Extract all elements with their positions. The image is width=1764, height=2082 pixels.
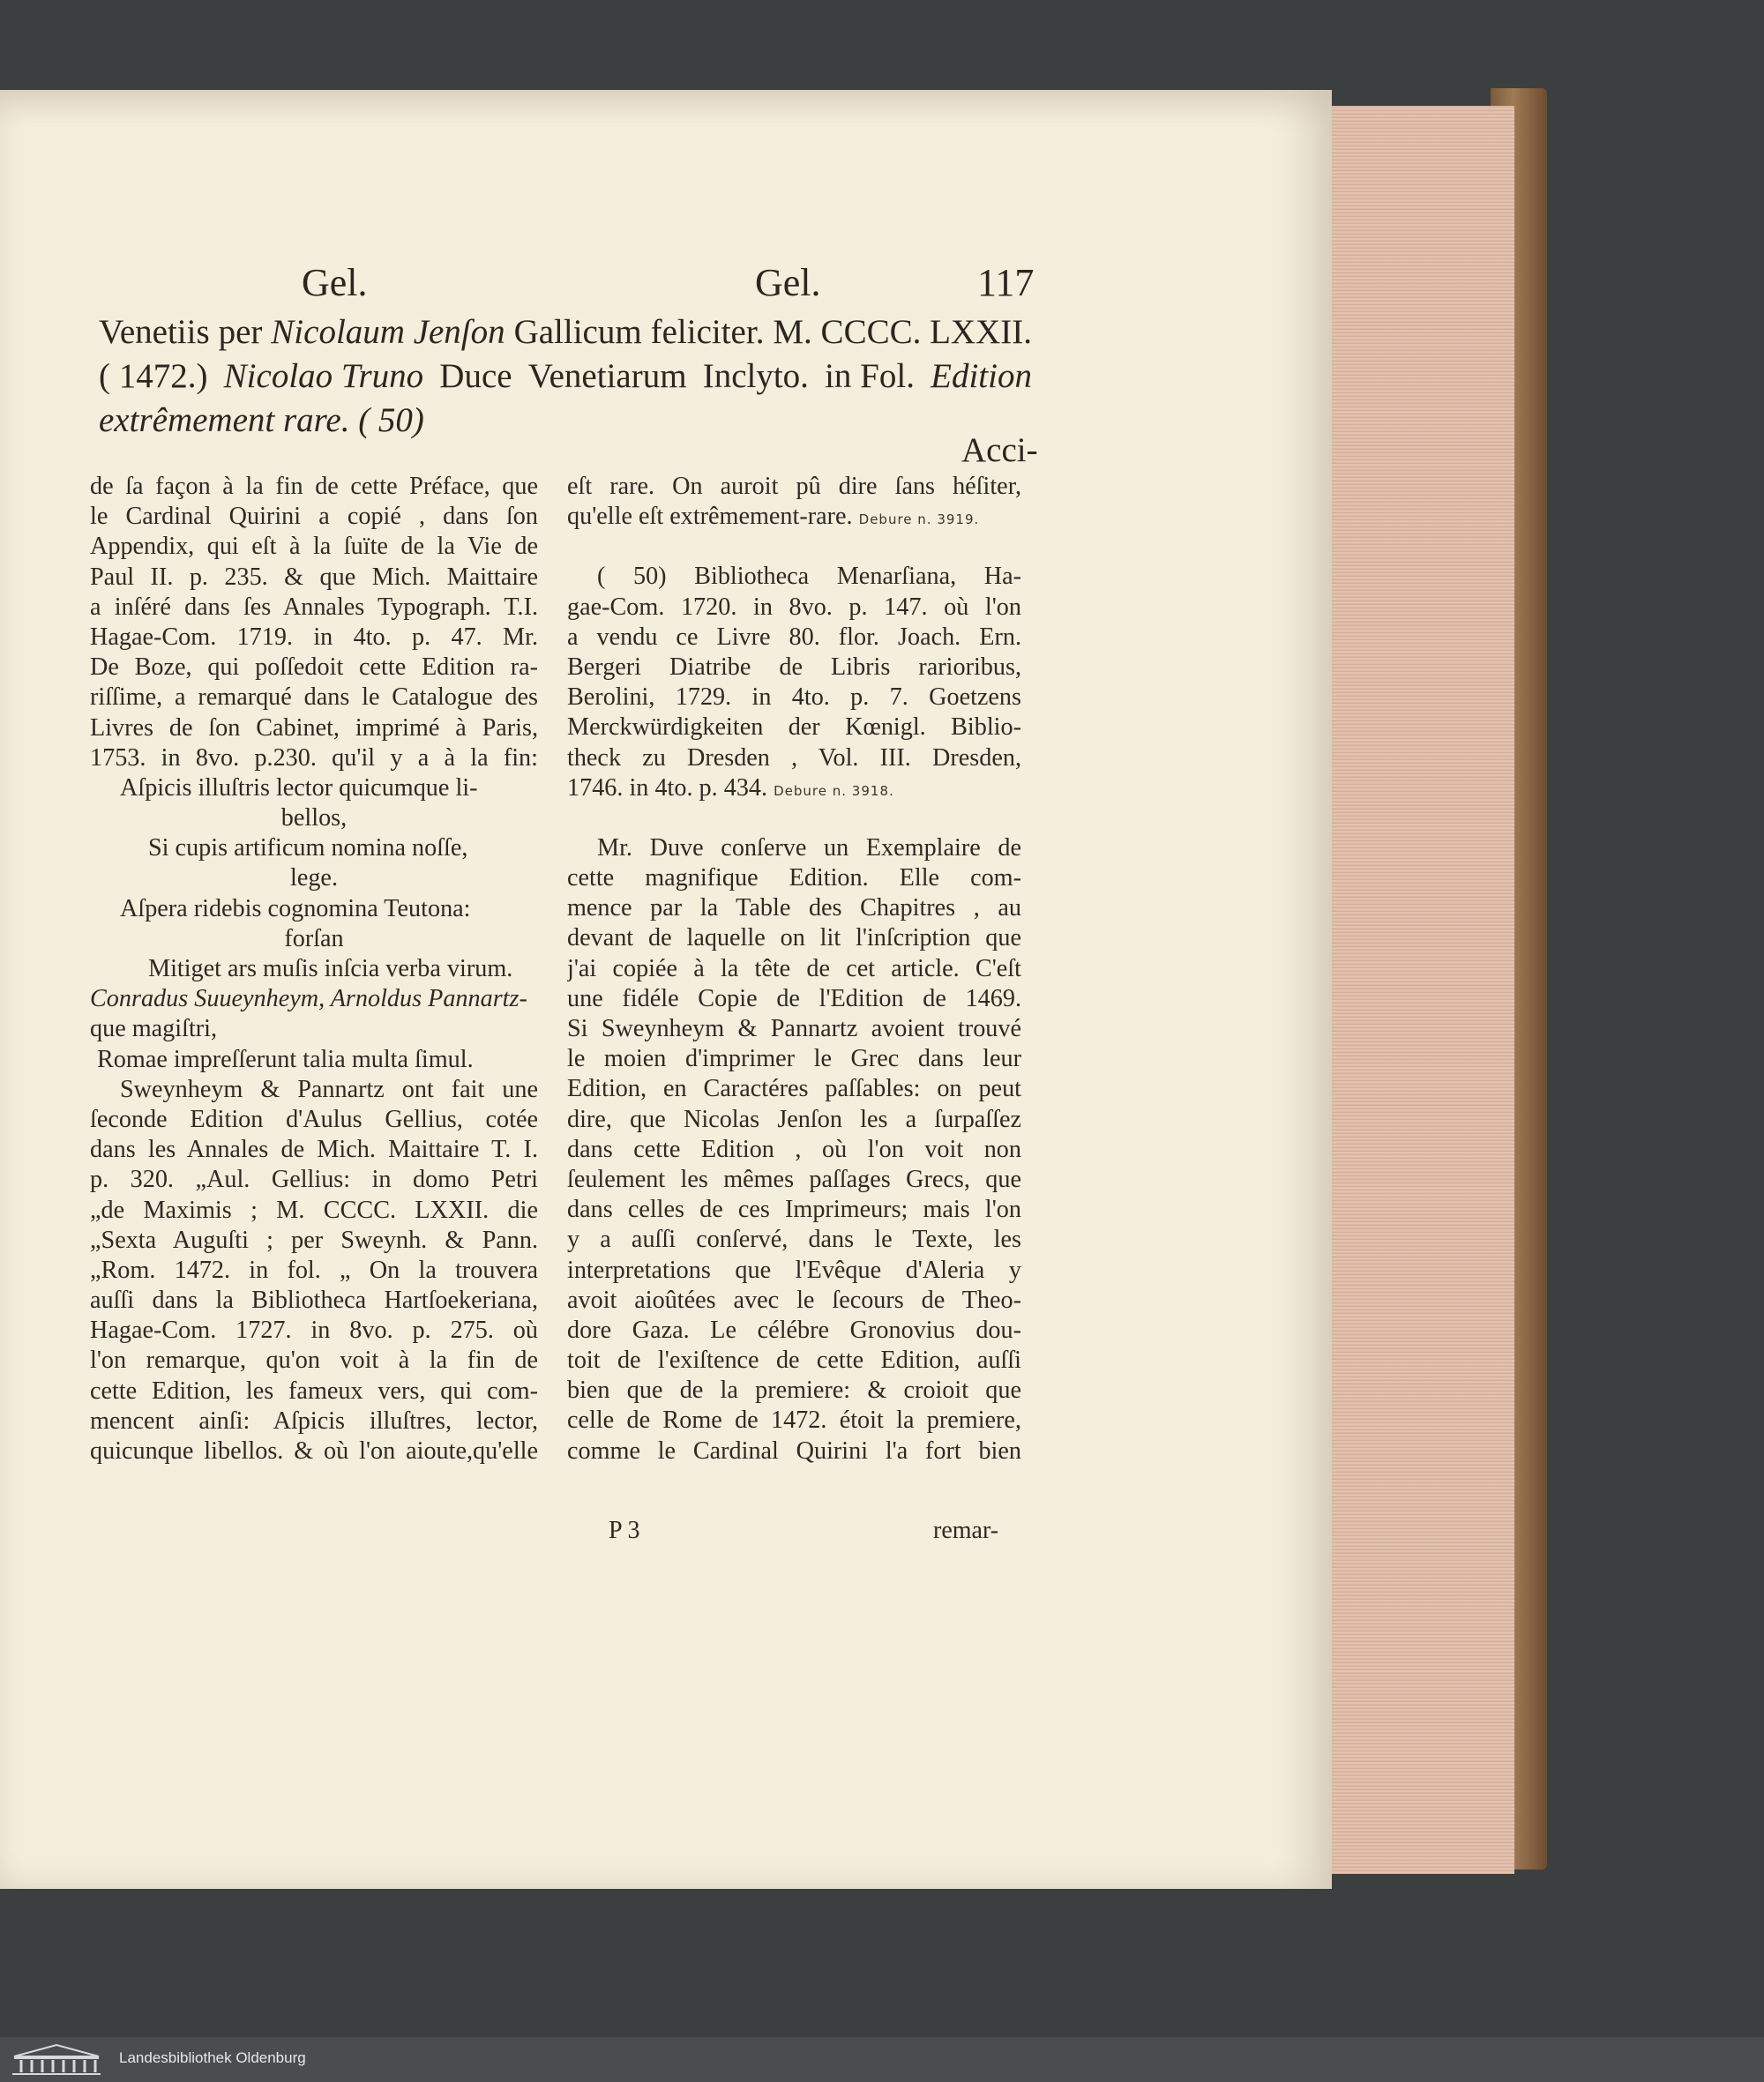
title-word: feliciter. — [650, 313, 765, 351]
verse-line: Mitiget ars muſis inſcia verba virum. — [148, 955, 513, 982]
text-line: dire, que Nicolas Jenſon les a ſurpaſſez — [567, 1105, 1021, 1133]
text-line: ſeconde Edition d'Aulus Gellius, cotée — [90, 1105, 538, 1133]
verse-line: lege. — [290, 864, 338, 892]
page-edges — [1323, 106, 1514, 1874]
text-line: gae-Com. 1720. in 8vo. p. 147. où l'on — [567, 593, 1021, 621]
verse-line: Romae impreſſerunt talia multa ſimul. — [97, 1045, 474, 1073]
verse-line: que magiſtri, — [90, 1015, 218, 1043]
text-line: eſt rare. On auroit pû dire ſans héſiter, — [567, 473, 1021, 500]
text-line: a inſéré dans ſes Annales Typograph. T.I. — [90, 593, 538, 621]
text-line: Livres de ſon Cabinet, imprimé à Paris, — [90, 713, 538, 742]
handwritten-note: Debure n. 3918. — [774, 782, 894, 799]
text-line: Mr. Duve conſerve un Exemplaire de — [597, 833, 1021, 862]
text-line: Berolini, 1729. in 4to. p. 7. Goetzens — [567, 683, 1021, 712]
title-word: M. CCCC. LXXII. — [773, 313, 1032, 351]
verse-line: forſan — [284, 924, 344, 952]
verse-line: Si cupis artificum nomina noſſe, — [148, 834, 468, 862]
text-line: comme le Cardinal Quirini l'a fort bien — [567, 1437, 1021, 1465]
text-line: „Sexta Auguſti ; per Sweynh. & Pann. — [90, 1226, 538, 1254]
text-line: ſeulement les mêmes paſſages Grecs, que — [567, 1165, 1021, 1193]
text-line: dans celles de ces Imprimeurs; mais l'on — [567, 1196, 1021, 1224]
title-word: Gallicum — [513, 313, 642, 351]
title-word: Nicolaum Jenſon — [271, 313, 505, 351]
text-line: Hagae-Com. 1727. in 8vo. p. 275. où — [90, 1317, 538, 1345]
title-line-3: extrêmement rare. ( 50) — [99, 401, 424, 439]
text-line: a vendu ce Livre 80. flor. Joach. Ern. — [567, 623, 1021, 651]
verse-line: Aſpera ridebis cognomina Teutona: — [120, 894, 471, 922]
title-word: Inclyto. — [702, 357, 809, 395]
text-line: mencent ainſi: Aſpicis illuſtres, lector, — [90, 1407, 538, 1435]
text-line: toit de l'exiſtence de cette Edition, auſſi — [567, 1347, 1021, 1375]
text-line: avoit aioûtées avec le ſecours de Theo- — [567, 1286, 1021, 1314]
title-word: Duce — [439, 357, 512, 395]
text-line: De Boze, qui poſſedoit cette Edition ra- — [90, 653, 538, 682]
text-line: theck zu Dresden , Vol. III. Dresden, — [567, 743, 1021, 772]
verse-line: Conradus Suueynheym, Arnoldus Pannartz- — [90, 985, 527, 1013]
text-line: de ſa façon à la fin de cette Préface, que — [90, 473, 538, 500]
text-line: quicunque libellos. & où l'on aioute,qu'elle — [90, 1437, 538, 1465]
text-fragment: 1746. in 4to. p. 434. — [567, 773, 768, 802]
text-line: l'on remarque, qu'on voit à la fin de — [90, 1347, 538, 1375]
title-word: per — [218, 313, 263, 351]
page-number: 117 — [977, 261, 1035, 304]
title-catchword: Acci- — [961, 431, 1038, 469]
library-name[interactable]: Landesbibliothek Oldenburg — [119, 2049, 306, 2066]
verse-line: bellos, — [280, 804, 348, 832]
library-building-icon[interactable] — [7, 2042, 106, 2078]
text-line: riſſime, a remarqué dans le Catalogue des — [90, 683, 538, 712]
text-line: Appendix, qui eſt à la ſuïte de la Vie de — [90, 533, 538, 561]
right-column — [567, 472, 1021, 1466]
text-line: „Rom. 1472. in fol. „ On la trouvera — [90, 1256, 538, 1284]
text-line: interpretations que l'Evêque d'Aleria y — [567, 1256, 1021, 1284]
text-line: Merckwürdigkeiten der Kœnigl. Biblio- — [567, 713, 1021, 742]
text-line: „de Maximis ; M. CCCC. LXXII. die — [90, 1196, 538, 1224]
title-word: ( 1472.) — [99, 357, 208, 395]
text-line: le Cardinal Quirini a copié , dans ſon — [90, 503, 538, 531]
text-line: 1753. in 8vo. p.230. qu'il y a à la fin: — [90, 743, 538, 772]
running-head-center: Gel. — [755, 261, 821, 304]
text-line: bien que de la premiere: & croioit que — [567, 1377, 1021, 1405]
text-line: ( 50) Bibliotheca Menarſiana, Ha- — [597, 563, 1021, 591]
title-line-1 — [99, 310, 1032, 354]
text-line: dore Gaza. Le célébre Gronovius dou- — [567, 1316, 1021, 1344]
signature-mark: P 3 — [609, 1517, 640, 1544]
handwritten-note: Debure n. 3919. — [858, 511, 980, 528]
title-word: Venetiis — [99, 313, 210, 351]
text-line: j'ai copiée à la tête de cet article. C'eſt — [567, 954, 1021, 982]
left-column — [90, 472, 538, 1466]
spacer — [567, 532, 1021, 562]
text-line: Bergeri Diatribe de Libris rarioribus, — [567, 653, 1021, 681]
text-line: cette Edition, les fameux vers, qui com- — [90, 1377, 538, 1405]
spacer — [567, 803, 1021, 833]
text-line: Sweynheym & Pannartz ont fait une — [120, 1075, 538, 1103]
text-line: Hagae-Com. 1719. in 4to. p. 47. Mr. — [90, 623, 538, 651]
running-head-left: Gel. — [302, 261, 368, 304]
footer-bar — [0, 2037, 1764, 2082]
text-line: Edition, en Caractéres paſſables: on peut — [567, 1075, 1021, 1103]
title-word: in Fol. — [825, 357, 915, 395]
verse-line: Aſpicis illuſtris lector quicumque li- — [120, 773, 478, 802]
text-line: le moien d'imprimer le Grec dans leur — [567, 1045, 1021, 1073]
title-word: Venetiarum — [527, 357, 687, 395]
text-line — [567, 502, 1021, 532]
title-word: Edition — [931, 357, 1032, 395]
text-line: dans les Annales de Mich. Maittaire T. I. — [90, 1136, 538, 1164]
text-fragment: qu'elle eſt extrêmement-rare. — [567, 503, 853, 531]
text-line: une fidéle Copie de l'Edition de 1469. — [567, 984, 1021, 1012]
title-word: Nicolao Truno — [223, 357, 424, 395]
text-line: devant de laquelle on lit l'inſcription que — [567, 924, 1021, 952]
text-line: Si Sweynheym & Pannartz avoient trouvé — [567, 1015, 1021, 1042]
text-line: Paul II. p. 235. & que Mich. Maittaire — [90, 563, 538, 591]
text-line: y a auſſi conſervé, dans le Texte, les — [567, 1226, 1021, 1254]
text-line: auſſi dans la Bibliotheca Hartſoekeriana, — [90, 1287, 538, 1315]
catchword: remar- — [933, 1517, 999, 1544]
text-line: cette magnifique Edition. Elle com- — [567, 864, 1021, 892]
text-line: celle de Rome de 1472. étoit la premiere, — [567, 1407, 1021, 1435]
text-line: p. 320. „Aul. Gellius: in domo Petri — [90, 1166, 538, 1194]
title-line-2 — [99, 354, 1032, 399]
text-line — [567, 773, 1021, 803]
text-line: dans cette Edition , où l'on voit non — [567, 1135, 1021, 1163]
text-line: mence par la Table des Chapitres , au — [567, 894, 1021, 922]
